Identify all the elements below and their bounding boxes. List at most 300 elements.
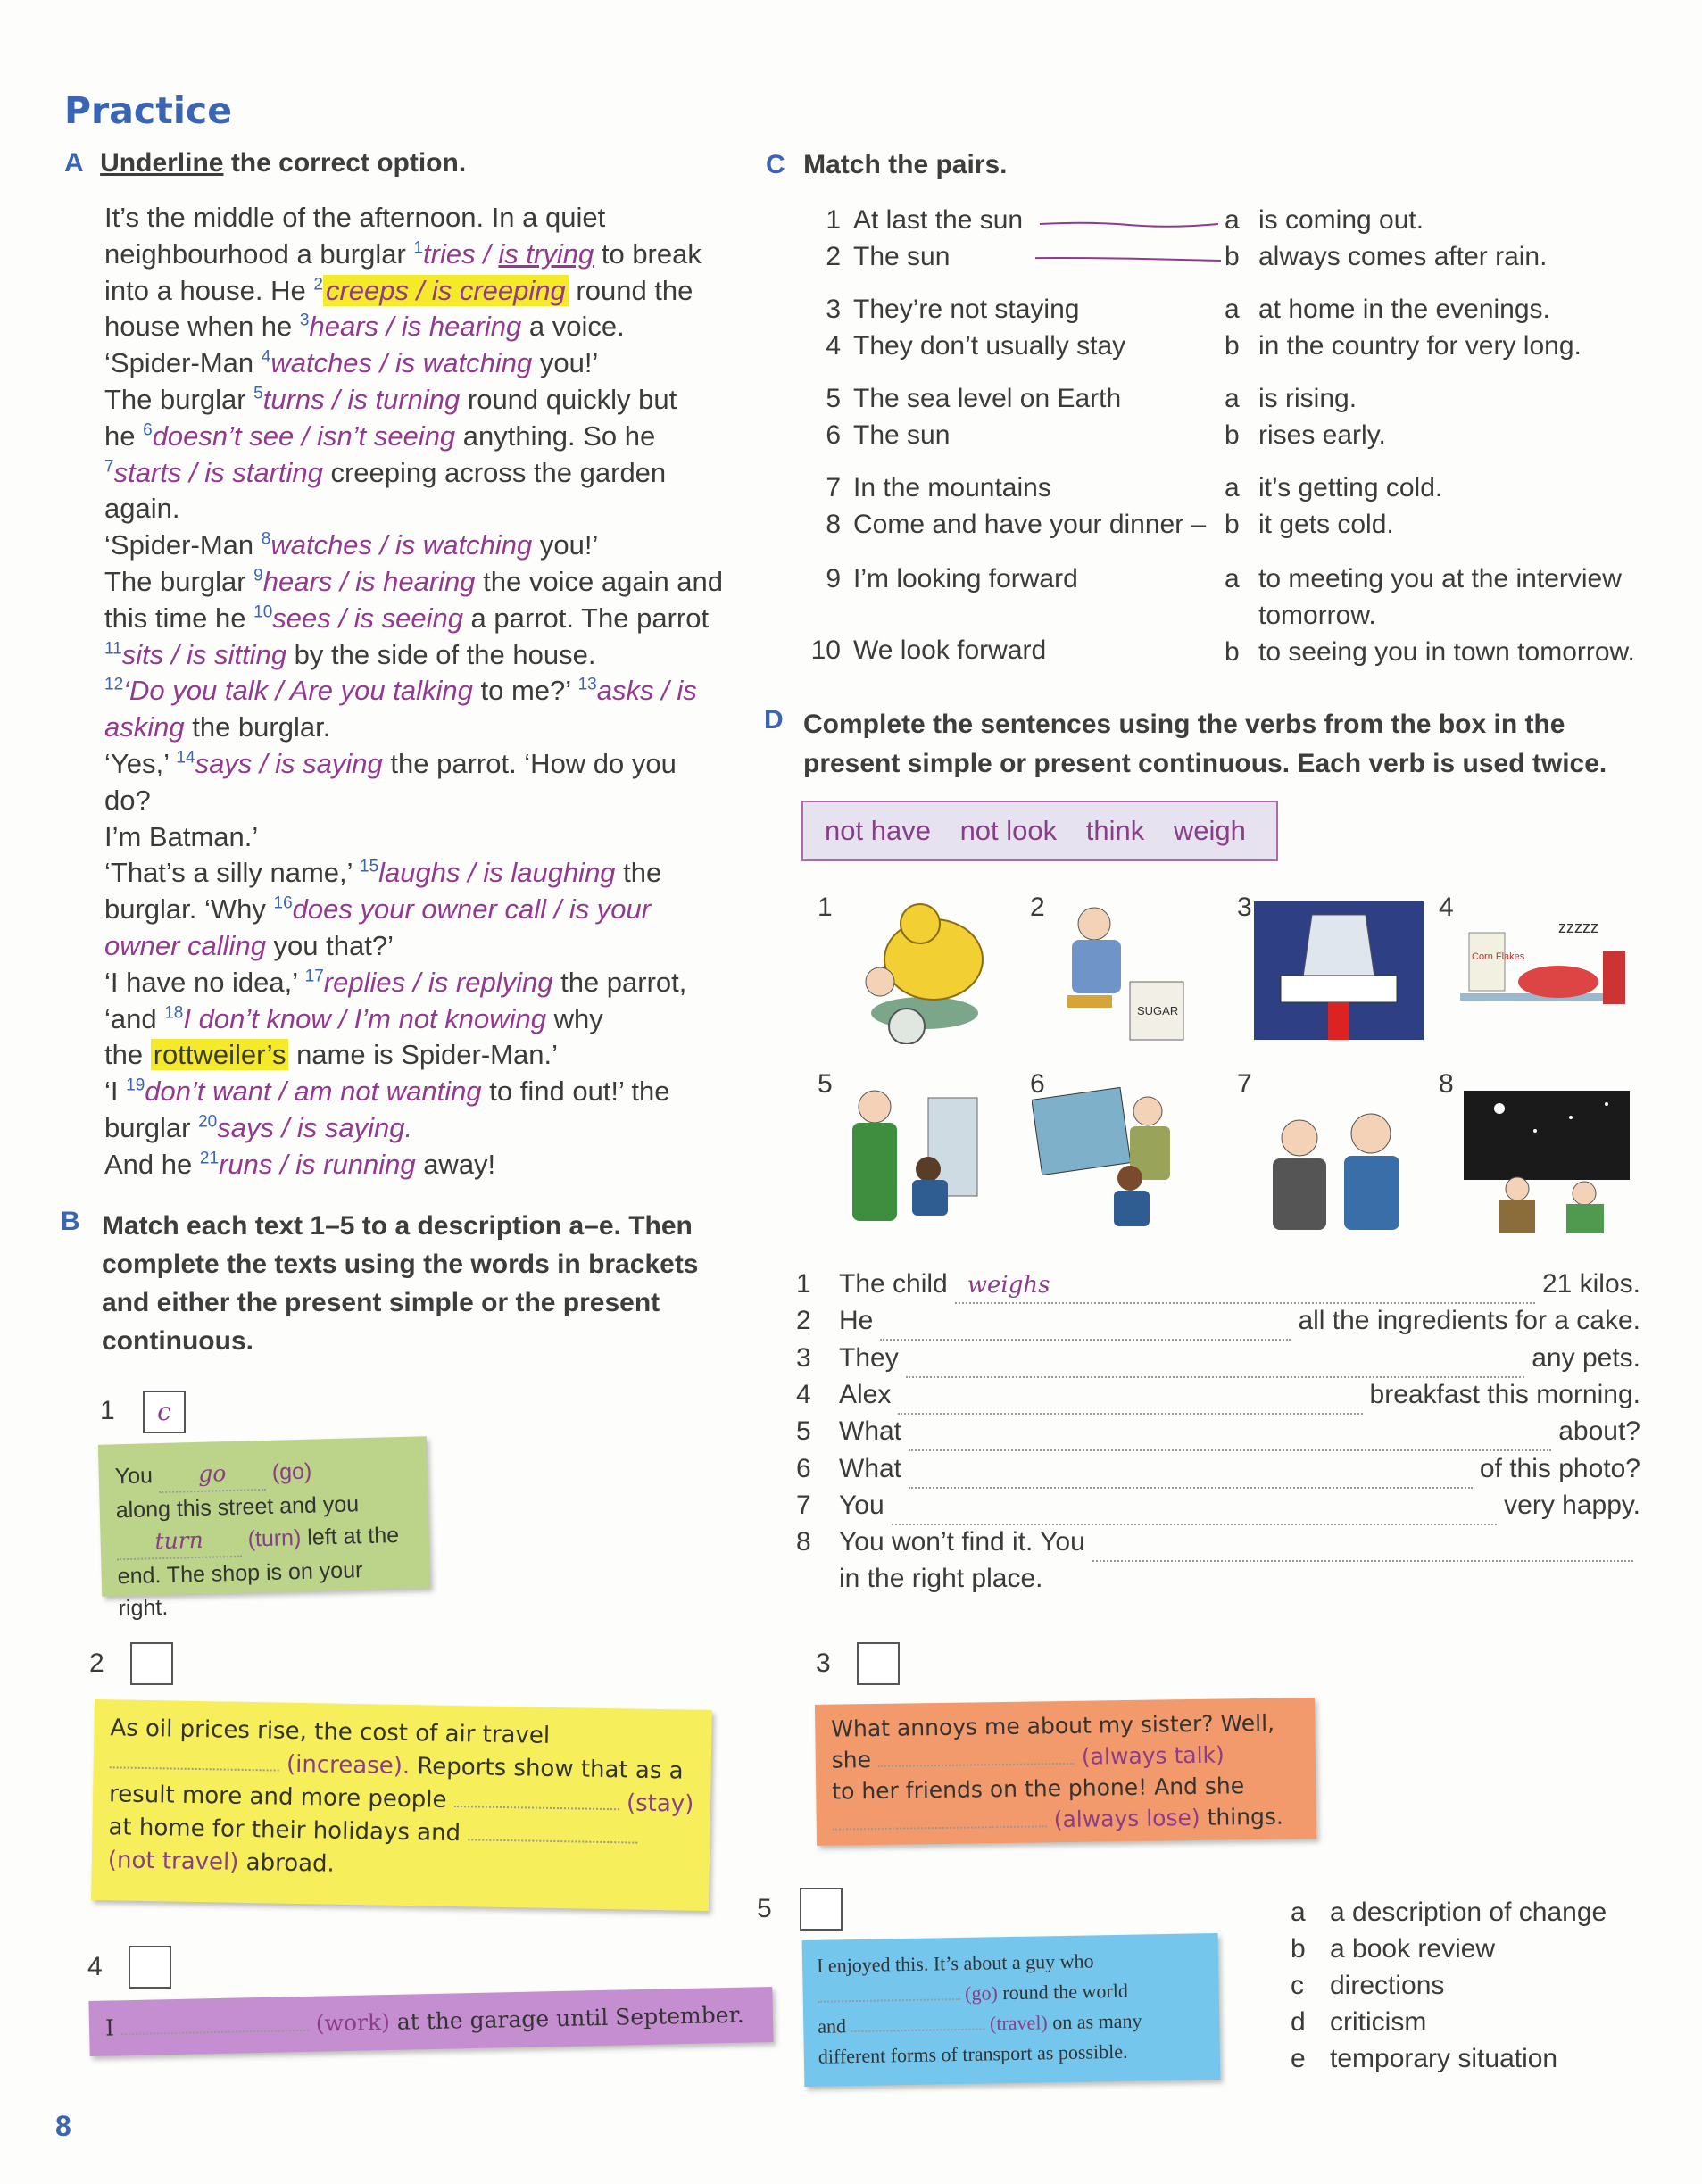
sentence-number: 3 xyxy=(796,1342,811,1373)
pair-right xyxy=(1225,382,1357,416)
note-3 xyxy=(815,1698,1316,1846)
note-1-text: You xyxy=(114,1463,154,1490)
pair-right-text: rises early. xyxy=(1258,420,1386,450)
note-3-text: What annoys me about my sister? Well, xyxy=(831,1709,1275,1742)
story-line xyxy=(104,1074,729,1110)
story-text: It’s the middle of the afternoon. In a quiet xyxy=(104,202,606,233)
match-lines xyxy=(1035,214,1232,268)
section-a-instruction-underlined: Underline xyxy=(100,148,224,178)
answer-blank[interactable] xyxy=(880,1304,1291,1341)
sentence-row xyxy=(796,1489,1640,1525)
man-body xyxy=(1072,940,1121,993)
sentence-start: What xyxy=(839,1416,902,1447)
sentence-end: very happy. xyxy=(1504,1490,1640,1520)
cereal-label: Corn Flakes xyxy=(1472,951,1525,962)
man-body xyxy=(1273,1158,1326,1230)
option-number: 4 xyxy=(261,347,271,367)
sentence-end: any pets. xyxy=(1532,1342,1640,1373)
story-line xyxy=(104,455,729,492)
picture-2-man-weighing xyxy=(1032,897,1201,1044)
note-1-number: 1 xyxy=(100,1396,115,1425)
note-5-text: on as many xyxy=(1052,2009,1142,2034)
note-4-text: at the garage until September. xyxy=(396,2001,744,2035)
option-choice[interactable]: tries / is trying xyxy=(423,237,594,270)
story-line xyxy=(104,200,729,237)
note-1-verb-1: (go) xyxy=(271,1458,312,1485)
pair-left-text: At last the sun xyxy=(853,205,1024,235)
section-c-heading xyxy=(766,150,1008,180)
option-choice[interactable]: watches / is watching xyxy=(270,529,533,561)
picture-8-stargazing xyxy=(1464,1091,1630,1233)
sentence-row xyxy=(796,1452,1640,1489)
answer-blank[interactable] xyxy=(1092,1525,1633,1562)
boy-body xyxy=(1114,1191,1150,1226)
note-5-verb-1: (go) xyxy=(964,1981,999,2005)
pair-right-text: is rising. xyxy=(1258,384,1357,413)
pair-left xyxy=(803,293,1079,327)
story-text: ‘I xyxy=(104,1075,127,1108)
section-b-instruction-line: Match each text 1–5 to a description a–e. Then xyxy=(102,1211,693,1241)
section-a-heading xyxy=(64,148,466,179)
story-text: round quickly but xyxy=(460,383,677,415)
option-number: 20 xyxy=(198,1112,218,1132)
note-5-text: round the world xyxy=(1002,1979,1129,2005)
pair-left-text: They’re not staying xyxy=(853,295,1080,324)
note-2-verb-3: (not travel) xyxy=(107,1847,239,1876)
sentence-number: 5 xyxy=(796,1416,811,1447)
pair-right-text: it gets cold. xyxy=(1258,510,1394,539)
note-4-answer-box[interactable] xyxy=(129,1946,171,1989)
pair-left-text: The sea level on Earth xyxy=(853,384,1122,413)
pair-number: 8 xyxy=(826,510,841,539)
pair-letter: a xyxy=(1225,384,1240,413)
pair-right-text: at home in the evenings. xyxy=(1258,295,1550,324)
verb-box-word: weigh xyxy=(1173,815,1246,846)
option-number: 18 xyxy=(164,1003,184,1023)
sentence-start: Alex xyxy=(839,1379,892,1409)
option-number: 10 xyxy=(253,602,273,622)
story-text: he xyxy=(104,419,144,452)
story-text: burglar. ‘Why xyxy=(104,893,274,926)
section-c-instruction: Match the pairs. xyxy=(803,150,1008,179)
pair-letter: b xyxy=(1225,637,1240,667)
option-choice[interactable]: runs / is running xyxy=(219,1148,416,1180)
story-text: ‘Spider-Man xyxy=(104,529,262,561)
option-number: 7 xyxy=(104,457,114,477)
pair-left xyxy=(803,562,1078,596)
picture-number: 1 xyxy=(818,893,833,922)
pair-right xyxy=(1225,293,1550,327)
pair-number: 6 xyxy=(826,420,841,450)
story-text: why xyxy=(546,1002,603,1034)
option-number: 8 xyxy=(261,529,271,549)
answer-blank[interactable] xyxy=(892,1489,1498,1525)
pair-number: 10 xyxy=(810,635,841,665)
description-text: directions xyxy=(1330,1971,1445,2000)
story-text: ‘Spider-Man xyxy=(104,347,262,379)
story-line xyxy=(104,1110,729,1147)
pair-left xyxy=(803,419,950,453)
story-text: I’m Batman.’ xyxy=(104,820,259,852)
pair-right xyxy=(1225,471,1442,505)
section-b-descriptions xyxy=(1291,1894,1607,2077)
option-choice[interactable]: starts / is starting xyxy=(113,456,323,488)
story-text: away! xyxy=(415,1148,496,1180)
story-text: ‘Yes,’ xyxy=(104,747,177,779)
pair-right-text: to seeing you in town tomorrow. xyxy=(1258,637,1635,667)
note-2-text: result more and more people xyxy=(108,1781,447,1814)
option-choice[interactable]: hears / is hearing xyxy=(309,311,522,343)
story-text: house when he xyxy=(104,311,300,343)
note-1-text: left at the xyxy=(306,1523,400,1550)
pair-right-text: to meeting you at the interview xyxy=(1258,564,1622,594)
sentence-number: 1 xyxy=(796,1269,811,1299)
pair-left-text: The sun xyxy=(853,420,951,450)
scale-dial xyxy=(889,1009,925,1044)
note-5-text: I enjoyed this. It’s about a guy who xyxy=(816,1949,1094,1977)
story-text: the parrot, xyxy=(552,966,687,998)
note-2-text: Reports show that as a xyxy=(417,1753,684,1785)
option-number: 2 xyxy=(313,275,323,295)
note-4 xyxy=(88,1987,773,2056)
story-text: to find out!’ the xyxy=(481,1075,670,1108)
star xyxy=(1569,1116,1573,1119)
section-a-story xyxy=(104,200,729,1183)
story-line xyxy=(104,673,729,710)
match-line-2b xyxy=(1035,258,1221,261)
story-line xyxy=(104,564,729,601)
story-line xyxy=(104,855,729,892)
option-choice[interactable]: says / is saying. xyxy=(217,1111,413,1143)
option-choice[interactable]: laughs / is laughing xyxy=(378,857,616,889)
story-line xyxy=(104,273,729,310)
match-line-1a xyxy=(1040,223,1218,227)
option-choice[interactable]: does your owner call / is your xyxy=(292,893,652,926)
teddy-head xyxy=(901,904,940,943)
sentence-end: about? xyxy=(1558,1416,1640,1447)
story-line xyxy=(104,527,729,564)
pair-letter: b xyxy=(1225,420,1240,450)
note-1 xyxy=(98,1436,430,1622)
option-choice[interactable]: owner calling xyxy=(104,929,266,961)
note-2-verb-1: (increase). xyxy=(286,1750,411,1781)
note-2-text: at home for their holidays and xyxy=(108,1814,461,1848)
pair-left-text: The sun xyxy=(853,242,951,271)
section-a-instruction: the correct option. xyxy=(223,148,467,178)
description-letter: b xyxy=(1291,1934,1306,1964)
sentence-number: 6 xyxy=(796,1453,811,1483)
sentence-end: of this photo? xyxy=(1479,1453,1640,1483)
pair-letter: a xyxy=(1225,295,1240,324)
pair-letter: b xyxy=(1225,510,1240,539)
picture-number: 2 xyxy=(1030,893,1045,922)
note-2-text: abroad. xyxy=(245,1848,336,1878)
verb-box-word: not look xyxy=(959,815,1058,846)
person-body xyxy=(1566,1204,1604,1233)
pair-number: 4 xyxy=(826,331,841,361)
story-line xyxy=(104,746,729,819)
note-2-verb-2: (stay) xyxy=(626,1790,694,1818)
note-1-verb-2: (turn) xyxy=(247,1524,302,1552)
sentence-row xyxy=(796,1415,1640,1451)
section-d-instruction-line: present simple or present continuous. Each verb is used twice. xyxy=(803,749,1607,778)
sentence-start: He xyxy=(839,1306,874,1336)
story-text: this time he xyxy=(104,602,254,634)
pair-right xyxy=(1225,635,1635,669)
option-choice[interactable]: sits / is sitting xyxy=(121,638,287,670)
man-head xyxy=(1078,908,1110,940)
story-line xyxy=(104,1147,729,1183)
section-c-letter: C xyxy=(766,150,785,179)
sleeping-person xyxy=(1518,966,1598,998)
note-3-answer-box[interactable] xyxy=(857,1642,900,1685)
note-5-answer-box[interactable] xyxy=(800,1888,843,1931)
story-text: the parrot. ‘How do you do? xyxy=(104,747,677,816)
person-body xyxy=(1499,1200,1535,1233)
picture-6-looking-at-photo xyxy=(1032,1080,1210,1232)
sentence-row xyxy=(796,1341,1640,1378)
story-line xyxy=(104,382,729,419)
pair-right xyxy=(1225,599,1376,633)
option-choice[interactable]: I don’t know / I’m not knowing xyxy=(183,1002,547,1034)
story-text: And he xyxy=(104,1148,200,1180)
pair-right xyxy=(1225,419,1386,453)
star xyxy=(1605,1102,1608,1106)
pair-number: 2 xyxy=(826,242,841,271)
option-choice[interactable]: says / is saying xyxy=(195,747,383,779)
option-choice[interactable]: doesn’t see / isn’t seeing xyxy=(152,419,456,452)
pair-right-text: is coming out. xyxy=(1258,205,1424,235)
option-number: 16 xyxy=(273,893,293,913)
sentence-row xyxy=(796,1267,1640,1304)
woman-head xyxy=(859,1091,891,1123)
option-choice[interactable]: replies / is replying xyxy=(323,966,553,998)
star xyxy=(1533,1129,1537,1133)
answer-blank[interactable] xyxy=(909,1452,1473,1489)
sentence-row xyxy=(796,1378,1640,1415)
story-text: The burglar xyxy=(104,565,254,597)
note-2-answer-box[interactable] xyxy=(130,1642,173,1685)
story-text: name is Spider-Man.’ xyxy=(288,1039,558,1071)
section-d-letter: D xyxy=(764,705,784,735)
answer-blank[interactable] xyxy=(906,1341,1525,1378)
option-number: 11 xyxy=(104,639,122,659)
note-3-number: 3 xyxy=(816,1648,831,1678)
note-5-text: different forms of transport as possible. xyxy=(818,2039,1128,2068)
story-line xyxy=(104,491,729,527)
sentence-start: What xyxy=(839,1453,902,1483)
option-choice[interactable]: ‘Do you talk / Are you talking xyxy=(123,675,473,707)
description-text: temporary situation xyxy=(1330,2044,1558,2073)
sentence-end: 21 kilos. xyxy=(1541,1269,1640,1299)
sugar-label: SUGAR xyxy=(1137,1004,1179,1017)
pair-right xyxy=(1225,329,1582,363)
story-line xyxy=(104,1037,729,1074)
note-1-answer-box[interactable] xyxy=(143,1391,186,1433)
note-2 xyxy=(91,1699,712,1911)
sentence-end: all the ingredients for a cake. xyxy=(1298,1306,1640,1336)
story-text: anything. So he xyxy=(455,419,656,452)
story-text: you that?’ xyxy=(265,929,394,961)
man-head xyxy=(1133,1097,1162,1125)
story-line xyxy=(104,637,729,674)
pair-number: 9 xyxy=(826,564,841,594)
story-text: you!’ xyxy=(532,529,599,561)
picture-5-looking-out-window xyxy=(830,1071,982,1227)
story-text: to break xyxy=(594,237,702,270)
handwritten-answer: weighs xyxy=(967,1272,1050,1299)
note-5-verb-2: (travel) xyxy=(989,2011,1048,2035)
underlined-answer: is trying xyxy=(498,237,594,270)
description-letter: c xyxy=(1291,1971,1304,2000)
pair-left-text: We look forward xyxy=(853,635,1047,665)
section-a-letter: A xyxy=(64,148,84,178)
description-letter: d xyxy=(1291,2007,1306,2037)
option-choice[interactable]: sees / is seeing xyxy=(272,602,463,634)
pair-left-text: Come and have your dinner – xyxy=(853,510,1207,539)
story-text: creeping across the garden xyxy=(322,456,667,488)
option-number: 6 xyxy=(143,420,153,440)
pair-number: 3 xyxy=(826,295,841,324)
pair-right-text: it’s getting cold. xyxy=(1258,473,1443,502)
note-4-text: I xyxy=(104,2014,115,2041)
sentence-start: You xyxy=(839,1490,884,1520)
sentence-number: 7 xyxy=(796,1490,811,1520)
option-number: 19 xyxy=(126,1075,145,1095)
option-choice[interactable]: creeps / is creeping xyxy=(323,275,569,306)
description-text: criticism xyxy=(1330,2007,1427,2037)
picture-number: 3 xyxy=(1237,893,1252,922)
pair-left-text: I’m looking forward xyxy=(853,564,1078,594)
story-text: The burglar xyxy=(104,383,254,415)
story-text: a voice. xyxy=(521,311,625,343)
picture-4-sleeping-at-breakfast xyxy=(1460,897,1639,1044)
option-choice[interactable]: asks / is xyxy=(596,675,697,707)
pair-number: 7 xyxy=(826,473,841,502)
note-2-text: As oil prices rise, the cost of air travel xyxy=(110,1715,551,1749)
man-head xyxy=(1282,1120,1317,1156)
child-body xyxy=(912,1180,948,1216)
pair-left xyxy=(803,508,1206,542)
picture-number: 7 xyxy=(1237,1069,1252,1099)
answer-blank[interactable] xyxy=(898,1378,1362,1415)
pair-letter: b xyxy=(1225,331,1240,361)
verb-box-word: think xyxy=(1085,815,1145,846)
story-text: round the xyxy=(568,274,693,306)
story-text: to me?’ xyxy=(472,675,578,707)
answer-blank[interactable] xyxy=(909,1415,1551,1451)
pair-letter: b xyxy=(1225,242,1240,271)
pair-right-text: tomorrow. xyxy=(1258,601,1376,630)
story-line xyxy=(104,892,729,928)
note-1-handwritten-1: go xyxy=(197,1460,227,1487)
option-choice[interactable]: asking xyxy=(104,711,185,743)
sentence-8-continuation: in the right place. xyxy=(839,1564,1043,1594)
story-line xyxy=(104,710,729,746)
sentence-end: breakfast this morning. xyxy=(1369,1379,1640,1409)
section-b-instruction-line: continuous. xyxy=(102,1326,253,1356)
pair-right xyxy=(1225,240,1547,274)
story-line xyxy=(104,928,729,965)
pair-right-text: always comes after rain. xyxy=(1258,242,1548,271)
option-number: 17 xyxy=(304,967,324,986)
option-number: 14 xyxy=(176,748,195,768)
verb-box-word: not have xyxy=(825,815,931,846)
option-choice[interactable]: watches / is watching xyxy=(270,347,533,379)
note-3-text: she xyxy=(831,1747,872,1773)
option-number: 13 xyxy=(577,676,597,695)
pair-right xyxy=(1225,508,1394,542)
kitchen-scale xyxy=(1067,995,1112,1008)
option-choice[interactable]: hears / is hearing xyxy=(262,565,476,597)
page-number: 8 xyxy=(55,2110,71,2142)
picture-3-house-interior xyxy=(1250,897,1428,1044)
story-text: burglar xyxy=(104,1111,199,1143)
option-number: 15 xyxy=(360,858,379,877)
note-1-handwritten-2: turn xyxy=(154,1526,204,1555)
picture-number: 4 xyxy=(1439,893,1454,922)
highlighted-word: rottweiler’s xyxy=(151,1039,289,1070)
story-text: by the side of the house. xyxy=(286,638,596,670)
sentence-start: The child xyxy=(839,1269,948,1299)
story-text: ‘That’s a silly name,’ xyxy=(104,857,360,889)
note-4-number: 4 xyxy=(87,1952,103,1981)
pair-right xyxy=(1225,203,1424,237)
story-line xyxy=(104,1001,729,1038)
moon xyxy=(1494,1103,1505,1114)
pair-letter: a xyxy=(1225,205,1240,235)
option-number: 9 xyxy=(253,566,263,585)
story-text: the xyxy=(104,1039,151,1071)
section-b-instruction-line: and either the present simple or the present xyxy=(102,1288,660,1317)
section-b-letter: B xyxy=(61,1207,80,1236)
option-choice[interactable]: don’t want / am not wanting xyxy=(145,1075,482,1108)
zzz-text: zzzzz xyxy=(1558,918,1598,936)
red-carpet xyxy=(1328,1002,1349,1040)
woman-head xyxy=(1351,1114,1391,1153)
pair-left xyxy=(803,382,1121,416)
answer-blank[interactable] xyxy=(955,1267,1535,1304)
sentence-start: You won’t find it. You xyxy=(839,1527,1085,1557)
option-number: 3 xyxy=(299,311,310,331)
pair-left-text: In the mountains xyxy=(853,473,1051,502)
picture-number: 5 xyxy=(818,1069,833,1099)
note-2-number: 2 xyxy=(89,1648,104,1678)
story-text: neighbourhood a burglar xyxy=(104,237,414,270)
story-text: ‘and xyxy=(104,1002,165,1034)
story-line xyxy=(104,309,729,345)
story-text: the xyxy=(615,857,662,889)
pair-left xyxy=(803,240,950,274)
pair-right xyxy=(1225,562,1622,596)
sentence-number: 8 xyxy=(796,1527,811,1557)
option-choice[interactable]: turns / is turning xyxy=(262,383,461,415)
story-text: a parrot. The parrot xyxy=(462,602,710,634)
note-3-text: to her friends on the phone! And she xyxy=(832,1773,1245,1805)
note-3-text: things. xyxy=(1207,1803,1284,1831)
pair-left xyxy=(803,634,1046,668)
pair-number: 5 xyxy=(826,384,841,413)
story-line xyxy=(104,237,729,273)
note-5-text: and xyxy=(818,2014,847,2038)
woman-body xyxy=(852,1123,897,1221)
note-4-verb-1: (work) xyxy=(315,2008,391,2037)
story-line xyxy=(104,345,729,382)
section-d-instruction-line: Complete the sentences using the verbs from the box in the xyxy=(803,710,1565,739)
note-3-verb-1: (always talk) xyxy=(1081,1741,1225,1770)
option-number: 1 xyxy=(413,238,424,258)
sentence-number: 4 xyxy=(796,1379,811,1409)
